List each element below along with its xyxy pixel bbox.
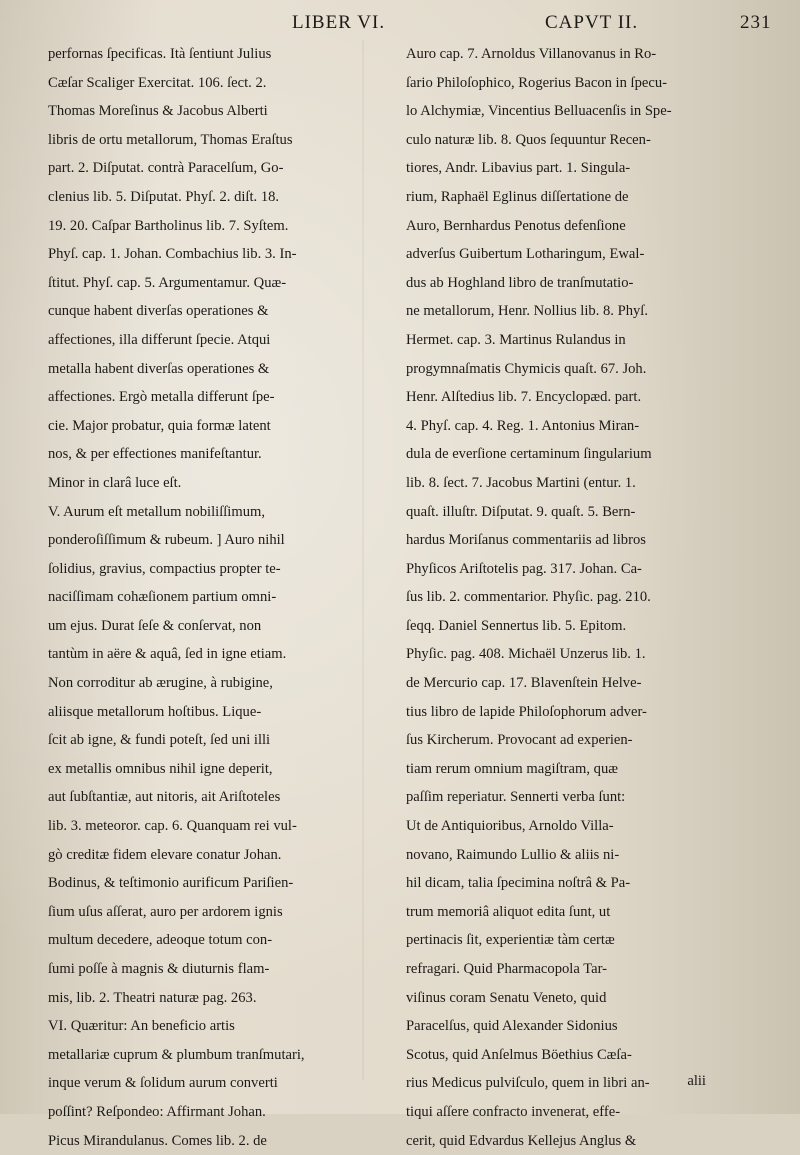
text-line: tiores, Andr. Libavius part. 1. Singula- [406,160,631,177]
text-line: clenius lib. 5. Diſputat. Phyſ. 2. diſt. 18. [48,188,280,205]
text-line: rius Medicus pulviſculo, quem in libri an- [406,1075,650,1092]
text-line: ſtitut. Phyſ. cap. 5. Argumentamur. Quæ- [48,274,287,291]
text-line: um ejus. Durat ſeſe & conſervat, non [48,617,262,634]
page-number: 231 [740,12,772,33]
text-line: aut ſubſtantiæ, aut nitoris, ait Ariſtoteles [48,789,281,806]
text-line: cunque habent diverſas operationes & [48,303,269,320]
text-line: Scotus, quid Anſelmus Böethius Cæſa- [406,1046,632,1063]
text-line: perfornas ſpecificas. Ità ſentiunt Julius [48,46,272,62]
text-line: pertinacis ſit, experientiæ tàm certæ [406,932,615,949]
text-line: ſus lib. 2. commentarior. Phyſic. pag. 210. [406,589,651,606]
text-line: Henr. Alſtedius lib. 7. Encyclopæd. part. [406,389,642,406]
text-line: Non corroditur ab ærugine, à rubigine, [48,675,273,692]
text-line: ne metallorum, Henr. Nollius lib. 8. Phyſ. [406,303,648,320]
text-line: poſſint? Reſpondeo: Affirmant Johan. [48,1103,266,1120]
text-line: Thomas Moreſinus & Jacobus Alberti [48,103,268,120]
text-line: Auro cap. 7. Arnoldus Villanovanus in Ro- [406,46,657,62]
catchword: alii [687,1073,706,1089]
text-line: aliisque metallorum hoſtibus. Lique- [48,703,262,720]
text-line: Bodinus, & teſtimonio aurificum Pariſien- [48,875,294,892]
text-line: Hermet. cap. 3. Martinus Rulandus in [406,331,626,348]
text-line: ſium uſus aſſerat, auro per ardorem ignis [48,903,283,920]
text-line: naciſſimam cohæſionem partium omni- [48,589,277,606]
text-line: ſumi poſſe à magnis & diuturnis flam- [48,961,270,977]
text-line: tius libro de lapide Philoſophorum adver- [406,703,647,720]
text-line: culo naturæ lib. 8. Quos ſequuntur Recen- [406,131,651,148]
text-line: ſcit ab igne, & fundi poteſt, ſed uni illi [48,732,271,749]
text-line: inque verum & ſolidum aurum converti [48,1075,278,1092]
text-line: mis, lib. 2. Theatri naturæ pag. 263. [48,989,257,1006]
text-line: viſinus coram Senatu Veneto, quid [406,989,607,1006]
text-line: lib. 3. meteoror. cap. 6. Quanquam rei vul- [48,818,297,835]
text-line: 4. Phyſ. cap. 4. Reg. 1. Antonius Miran- [406,417,640,434]
text-line: nos, & per effectiones manifeſtantur. [48,446,262,463]
text-line: Phyſic. pag. 408. Michaël Unzerus lib. 1. [406,646,646,663]
left-column [48,40,360,1155]
text-line: metallariæ cuprum & plumbum tranſmutari, [48,1046,305,1063]
text-line: ſus Kircherum. Provocant ad experien- [406,732,633,749]
header-chapter: CAPVT II. [545,12,639,33]
text-line: novano, Raimundo Lullio & aliis ni- [406,846,620,863]
text-line: Cæſar Scaliger Exercitat. 106. ſect. 2. [48,74,267,91]
text-line: Phyſ. cap. 1. Johan. Combachius lib. 3. In- [48,246,297,263]
text-line: VI. Quæritur: An beneficio artis [48,1018,235,1035]
text-line: cerit, quid Edvardus Kellejus Anglus & [406,1132,637,1149]
text-line: Auro, Bernhardus Penotus defenſione [406,217,626,234]
text-line: trum memoriâ aliquot edita ſunt, ut [406,903,611,920]
text-line: dus ab Hoghland libro de tranſmutatio- [406,274,634,291]
text-line: multum decedere, adeoque totum con- [48,932,273,949]
text-line: Minor in clarâ luce eſt. [48,474,182,491]
text-line: libris de ortu metallorum, Thomas Eraſtus [48,131,293,148]
text-line: hardus Moriſanus commentariis ad libros [406,532,646,549]
text-line: cie. Major probatur, quia formæ latent [48,417,271,434]
text-line: ſario Philoſophico, Rogerius Bacon in ſpecu- [406,74,668,91]
text-line: adverſus Guibertum Lotharingum, Ewal- [406,246,645,263]
text-line: V. Aurum eſt metallum nobiliſſimum, [48,503,266,520]
text-line: Phyſicos Ariſtotelis pag. 317. Johan. Ca- [406,560,642,577]
text-line: part. 2. Diſputat. contrà Paracelſum, Go- [48,160,284,177]
text-line: metalla habent diverſas operationes & [48,360,270,377]
text-line: tiqui aſſere confracto invenerat, effe- [406,1103,621,1120]
text-line: quaſt. illuſtr. Diſputat. 9. quaſt. 5. Bern- [406,503,636,520]
text-line: gò creditæ fidem elevare conatur Johan. [48,846,282,863]
text-line: Paracelſus, quid Alexander Sidonius [406,1018,618,1035]
text-line: tantùm in aëre & aquâ, ſed in igne etiam. [48,646,287,663]
text-line: ex metallis omnibus nihil igne deperit, [48,760,273,777]
text-line: refragari. Quid Pharmacopola Tar- [406,961,608,977]
running-header [0,12,800,40]
text-line: rium, Raphaël Eglinus diſſertatione de [406,188,629,205]
text-line: paſſim reperiatur. Sennerti verba ſunt: [406,789,626,806]
text-line: 19. 20. Caſpar Bartholinus lib. 7. Syſtem. [48,217,289,234]
text-line: ſeqq. Daniel Sennertus lib. 5. Epitom. [406,617,627,634]
text-line: hil dicam, talia ſpecimina noſtrâ & Pa- [406,875,631,892]
text-line: lib. 8. ſect. 7. Jacobus Martini (entur. 1. [406,474,636,491]
text-line: lo Alchymiæ, Vincentius Belluacenſis in Spe- [406,103,672,120]
text-line: Picus Mirandulanus. Comes lib. 2. de [48,1132,267,1149]
text-line: dula de everſione certaminum ſingularium [406,446,652,463]
column-gutter [362,40,364,1080]
text-line: ponderoſiſſimum & rubeum. ] Auro nihil [48,532,285,549]
text-line: Ut de Antiquioribus, Arnoldo Villa- [406,818,614,835]
text-line: affectiones, illa differunt ſpecie. Atqui [48,331,271,348]
text-line: de Mercurio cap. 17. Blavenſtein Helve- [406,675,642,692]
right-column [406,40,706,1155]
text-line: affectiones. Ergò metalla differunt ſpe- [48,389,275,406]
header-book: LIBER VI. [292,12,386,33]
text-line: tiam rerum omnium magiſtram, quæ [406,760,618,777]
text-line: ſolidius, gravius, compactius propter te- [48,560,281,577]
text-line: progymnaſmatis Chymicis quaſt. 67. Joh. [406,360,647,377]
